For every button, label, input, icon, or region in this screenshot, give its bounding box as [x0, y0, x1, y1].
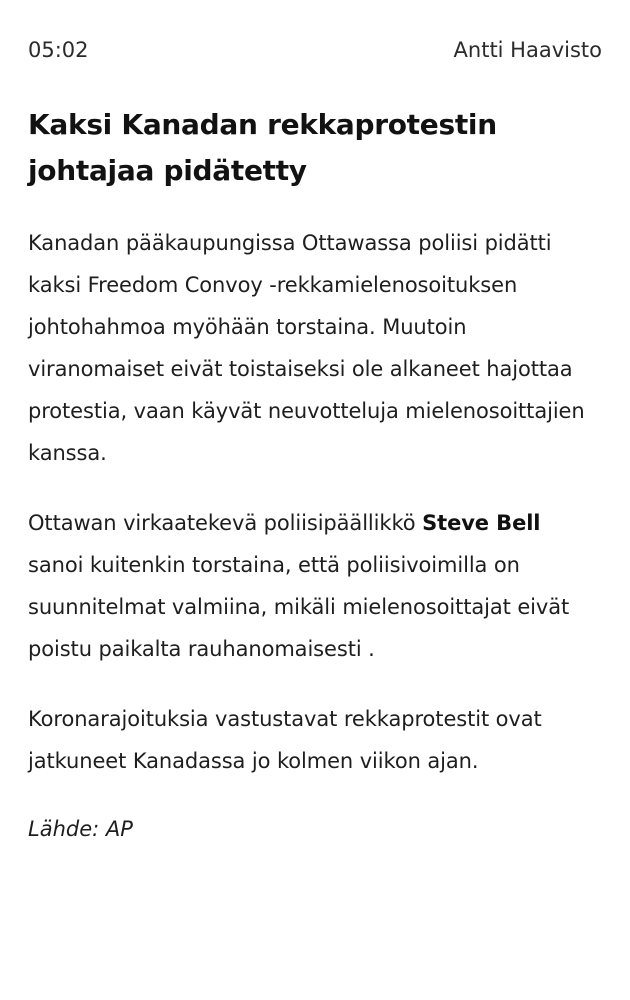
paragraph-2-text-before: Ottawan virkaatekevä poliisipäällikkö	[28, 511, 423, 535]
article-headline: Kaksi Kanadan rekkaprotestin johtajaa pidätetty	[28, 108, 497, 187]
article-source: Lähde: AP	[28, 817, 133, 841]
article-meta	[28, 36, 602, 64]
author-name: Antti Haavisto	[453, 38, 602, 62]
paragraph-2-text-after: sanoi kuitenkin torstaina, että poliisivoimilla on suunnitelmat valmiina, mikäli mielenosoittajat eivät poistu paikalta rauhanomaisesti .	[28, 553, 570, 661]
article-paragraph-2	[28, 502, 602, 670]
article-paragraph-3: Koronarajoituksia vastustavat rekkaprotestit ovat jatkuneet Kanadassa jo kolmen viikon ajan.	[28, 707, 542, 773]
person-name-steve-bell: Steve Bell	[422, 511, 541, 535]
article-paragraph-1: Kanadan pääkaupungissa Ottawassa poliisi pidätti kaksi Freedom Convoy -rekkamielenosoituksen johtohahmoa myöhään torstaina. Muutoin viranomaiset eivät toistaiseksi ole alkaneet hajottaa protestia, vaan käyvät neuvotteluja mielenosoittajien kanssa.	[28, 231, 585, 465]
publish-time: 05:02	[28, 38, 89, 62]
